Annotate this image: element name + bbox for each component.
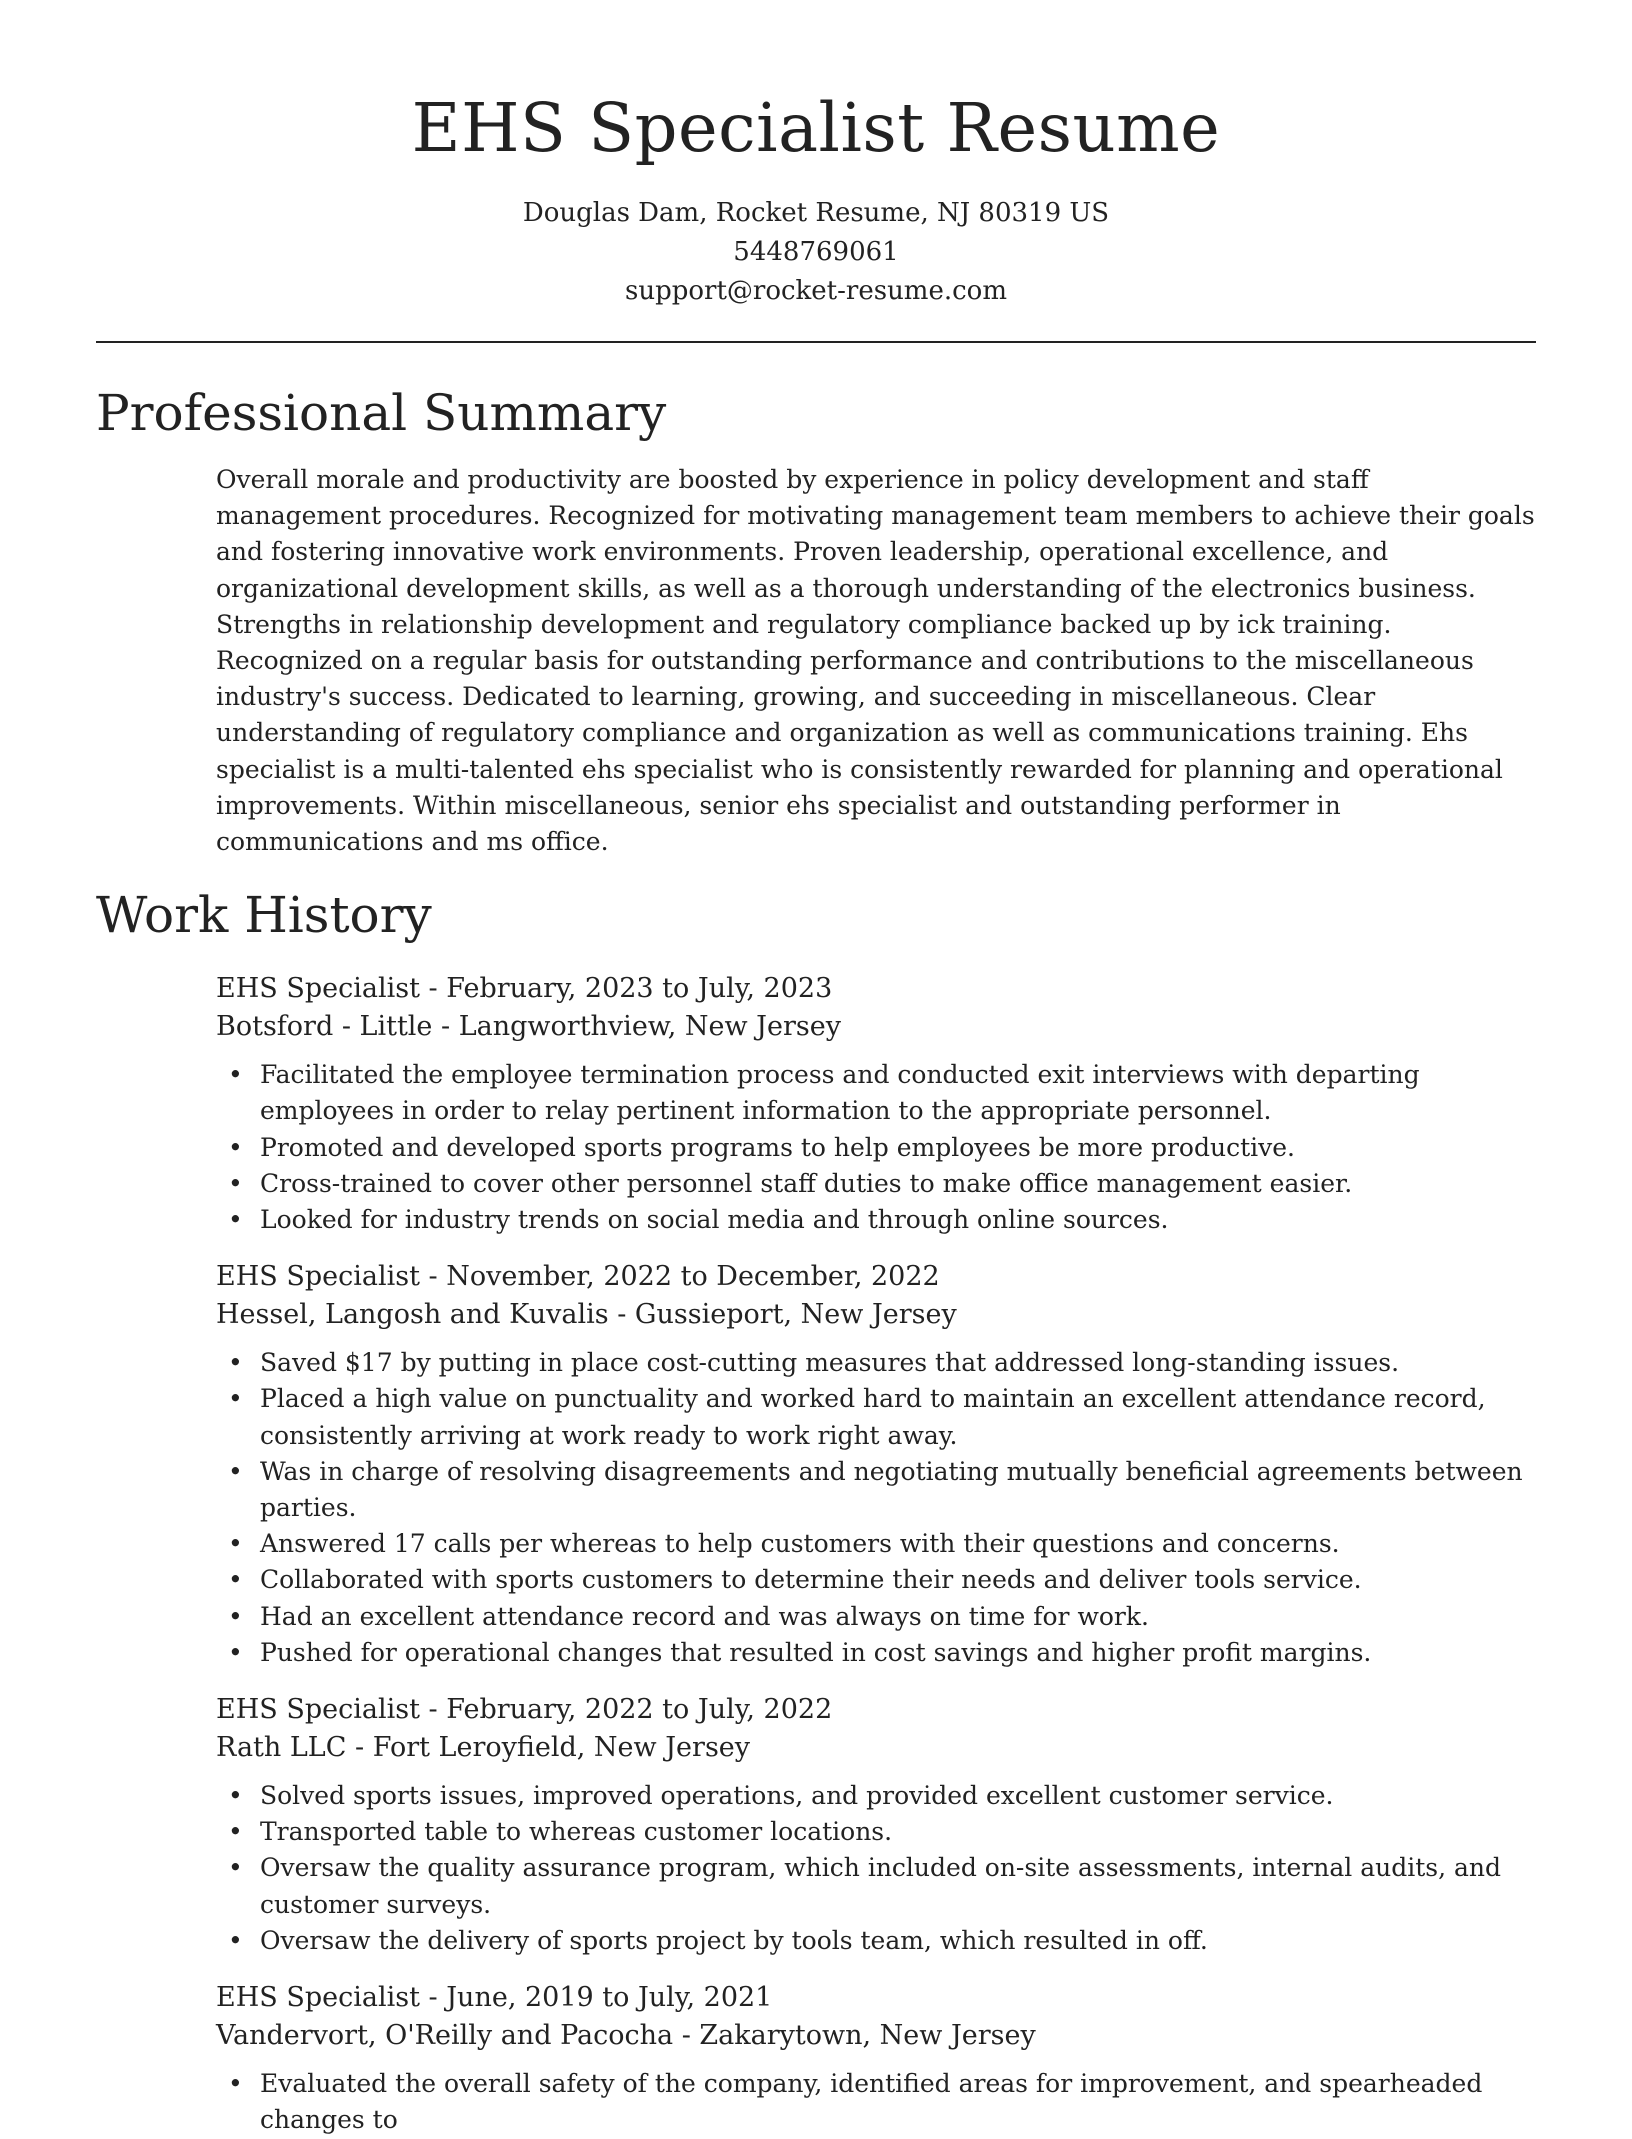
job-location: Gussieport, New Jersey [634, 1299, 957, 1331]
job-title-line: EHS Specialist - November, 2022 to December, 2022 [216, 1261, 940, 1293]
job-title: EHS Specialist [216, 1694, 420, 1726]
work-history-heading: Work History [96, 886, 432, 945]
job-entry [216, 970, 1536, 1238]
contact-address: Douglas Dam, Rocket Resume, NJ 80319 US [522, 198, 1110, 228]
job-bullet: • Saved $17 by putting in place cost-cutting measures that addressed long-standing issues. [260, 1345, 1536, 1381]
job-location: Zakarytown, New Jersey [699, 2020, 1036, 2052]
job-title: EHS Specialist [216, 1982, 420, 2014]
job-dates: February, 2022 to July, 2022 [446, 1694, 833, 1726]
job-bullets [216, 1778, 1536, 1959]
job-title-line: EHS Specialist - February, 2022 to July, 2022 [216, 1694, 833, 1726]
job-bullet: • Oversaw the delivery of sports project by tools team, which resulted in off. [260, 1923, 1536, 1959]
job-company-line: Vandervort, O'Reilly and Pacocha - Zakarytown, New Jersey [216, 2020, 1036, 2052]
job-bullet: • Oversaw the quality assurance program, which included on-site assessments, internal audits, and customer surveys. [260, 1850, 1536, 1922]
job-title-line: EHS Specialist - June, 2019 to July, 2021 [216, 1982, 773, 2014]
job-company: Vandervort, O'Reilly and Pacocha [216, 2020, 674, 2052]
job-bullet: • Answered 17 calls per whereas to help customers with their questions and concerns. [260, 1526, 1536, 1562]
job-company: Hessel, Langosh and Kuvalis [216, 1299, 609, 1331]
job-entry [216, 1979, 1536, 2138]
job-title-line: EHS Specialist - February, 2023 to July, 2023 [216, 973, 833, 1005]
job-bullet: • Cross-trained to cover other personnel staff duties to make office management easier. [260, 1166, 1536, 1202]
contact-phone: 5448769061 [733, 237, 899, 267]
job-dates: November, 2022 to December, 2022 [446, 1261, 940, 1293]
job-bullets [216, 2066, 1536, 2138]
job-bullets [216, 1345, 1536, 1671]
job-bullet: • Promoted and developed sports programs to help employees be more productive. [260, 1130, 1536, 1166]
job-title: EHS Specialist [216, 1261, 420, 1293]
job-entry [216, 1691, 1536, 1959]
header-divider [96, 341, 1536, 343]
job-bullets [216, 1057, 1536, 1238]
summary-text: Overall morale and productivity are boosted by experience in policy development and staff management procedures. Recognized for motivating management team members to achieve their goals and fostering innovative work environments. Proven leadership, operational excellence, and organizational development skills, as well as a thorough understanding of the electronics business. Strengths in relationship development and regulatory compliance backed up by ick training. Recognized on a regular basis for outstanding performance and contributions to the miscellaneous industry's success. Dedicated to learning, growing, and succeeding in miscellaneous. Clear understanding of regulatory compliance and organization as well as communications training. Ehs specialist is a multi-talented ehs specialist who is consistently rewarded for planning and operational improvements. Within miscellaneous, senior ehs specialist and outstanding performer in communications and ms office. [216, 465, 1535, 857]
job-bullet: • Looked for industry trends on social media and through online sources. [260, 1202, 1536, 1238]
contact-email: support@rocket-resume.com [624, 276, 1007, 306]
resume-page [96, 0, 1536, 2139]
job-company: Botsford - Little [216, 1011, 433, 1043]
job-location: Fort Leroyfield, New Jersey [372, 1732, 751, 1764]
resume-title: EHS Specialist Resume [411, 89, 1221, 167]
job-bullet: • Was in charge of resolving disagreements and negotiating mutually beneficial agreements between parties. [260, 1454, 1536, 1526]
job-bullet: • Had an excellent attendance record and was always on time for work. [260, 1599, 1536, 1635]
job-company-line: Botsford - Little - Langworthview, New Jersey [216, 1011, 841, 1043]
job-company-line: Rath LLC - Fort Leroyfield, New Jersey [216, 1732, 751, 1764]
job-bullet: • Collaborated with sports customers to determine their needs and deliver tools service. [260, 1562, 1536, 1598]
job-dates: February, 2023 to July, 2023 [446, 973, 833, 1005]
job-bullet: • Transported table to whereas customer locations. [260, 1814, 1536, 1850]
job-bullet: • Facilitated the employee termination process and conducted exit interviews with departing employees in order to relay pertinent information to the appropriate personnel. [260, 1057, 1536, 1129]
job-bullet: • Solved sports issues, improved operations, and provided excellent customer service. [260, 1778, 1536, 1814]
job-company: Rath LLC [216, 1732, 347, 1764]
job-title: EHS Specialist [216, 973, 420, 1005]
job-bullet: • Evaluated the overall safety of the company, identified areas for improvement, and spearheaded changes to [260, 2066, 1536, 2138]
job-entry [216, 1258, 1536, 1671]
contact-block [96, 194, 1536, 311]
job-company-line: Hessel, Langosh and Kuvalis - Gussieport, New Jersey [216, 1299, 957, 1331]
job-bullet: • Pushed for operational changes that resulted in cost savings and higher profit margins. [260, 1635, 1536, 1671]
job-bullet: • Placed a high value on punctuality and worked hard to maintain an excellent attendance record, consistently arriving at work ready to work right away. [260, 1381, 1536, 1453]
work-history-list [216, 970, 1536, 2138]
job-location: Langworthview, New Jersey [458, 1011, 841, 1043]
summary-heading: Professional Summary [96, 384, 667, 442]
job-dates: June, 2019 to July, 2021 [446, 1982, 773, 2014]
